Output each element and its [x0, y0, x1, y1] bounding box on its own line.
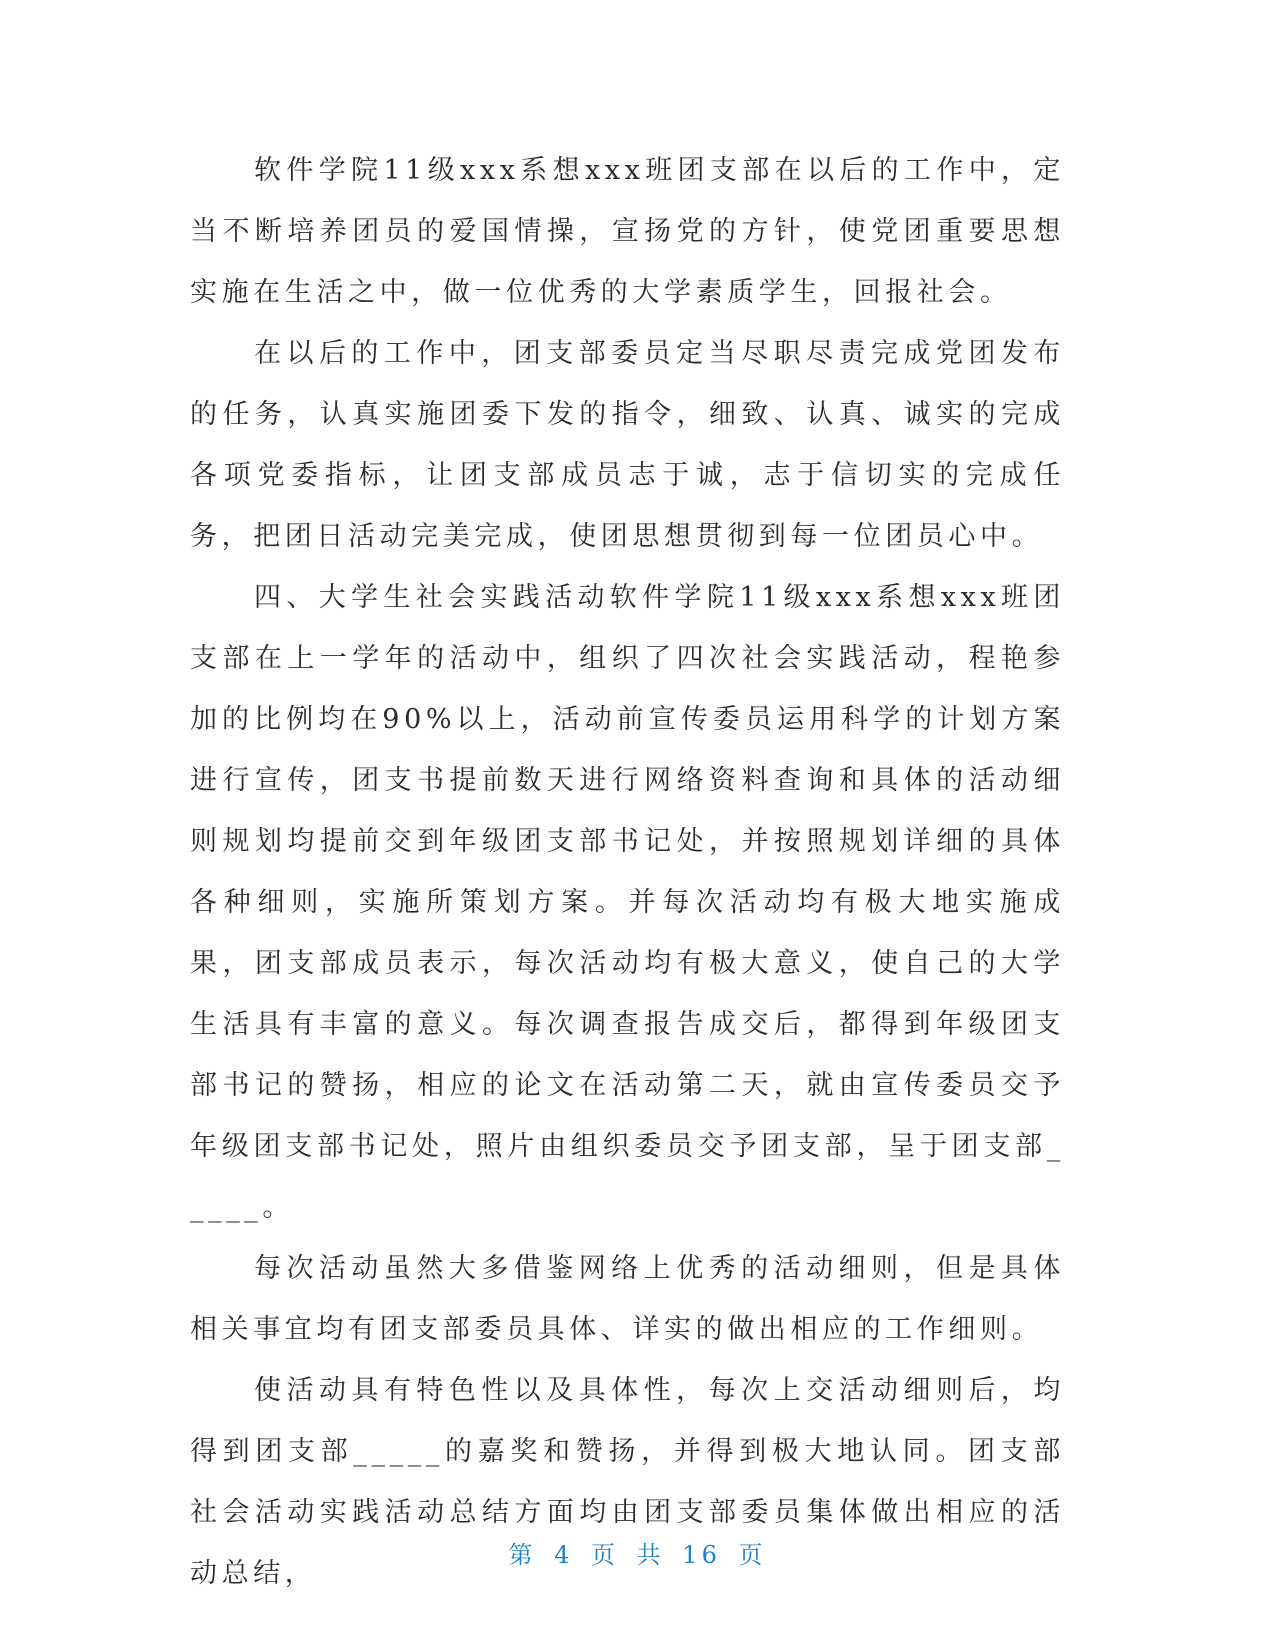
- paragraph-1: 软件学院11级xxx系想xxx班团支部在以后的工作中，定当不断培养团员的爱国情操，宣扬党的方针，使党团重要思想实施在生活之中，做一位优秀的大学素质学生，回报社会。: [190, 155, 1065, 308]
- document-body: [190, 140, 1065, 1604]
- paragraph-2: 在以后的工作中，团支部委员定当尽职尽责完成党团发布的任务，认真实施团委下发的指令，细致、认真、诚实的完成各项党委指标，让团支部成员志于诚，志于信切实的完成任务，把团日活动完美完成，使团思想贯彻到每一位团员心中。: [190, 338, 1065, 552]
- page-footer: [0, 1535, 1275, 1570]
- paragraph-3: 四、大学生社会实践活动软件学院11级xxx系想xxx班团支部在上一学年的活动中，组织了四次社会实践活动，程艳参加的比例均在90%以上，活动前宣传委员运用科学的计划方案进行宣传，团支书提前数天进行网络资料查询和具体的活动细则规划均提前交到年级团支部书记处，并按照规划详细的具体各种细则，实施所策划方案。并每次活动均有极大地实施成果，团支部成员表示，每次活动均有极大意义，使自己的大学生活具有丰富的意义。每次调查报告成交后，都得到年级团支部书记的赞扬，相应的论文在活动第二天，就由宣传委员交予年级团支部书记处，照片由组织委员交予团支部，呈于团支部_____。: [190, 582, 1065, 1223]
- paragraph-4: 每次活动虽然大多借鉴网络上优秀的活动细则，但是具体相关事宜均有团支部委员具体、详实的做出相应的工作细则。: [190, 1253, 1065, 1345]
- page-number-label: 第 4 页 共 16 页: [508, 1541, 767, 1569]
- paragraph-5: 使活动具有特色性以及具体性，每次上交活动细则后，均得到团支部_____的嘉奖和赞扬，并得到极大地认同。团支部社会活动实践活动总结方面均由团支部委员集体做出相应的活动总结，: [190, 1375, 1065, 1589]
